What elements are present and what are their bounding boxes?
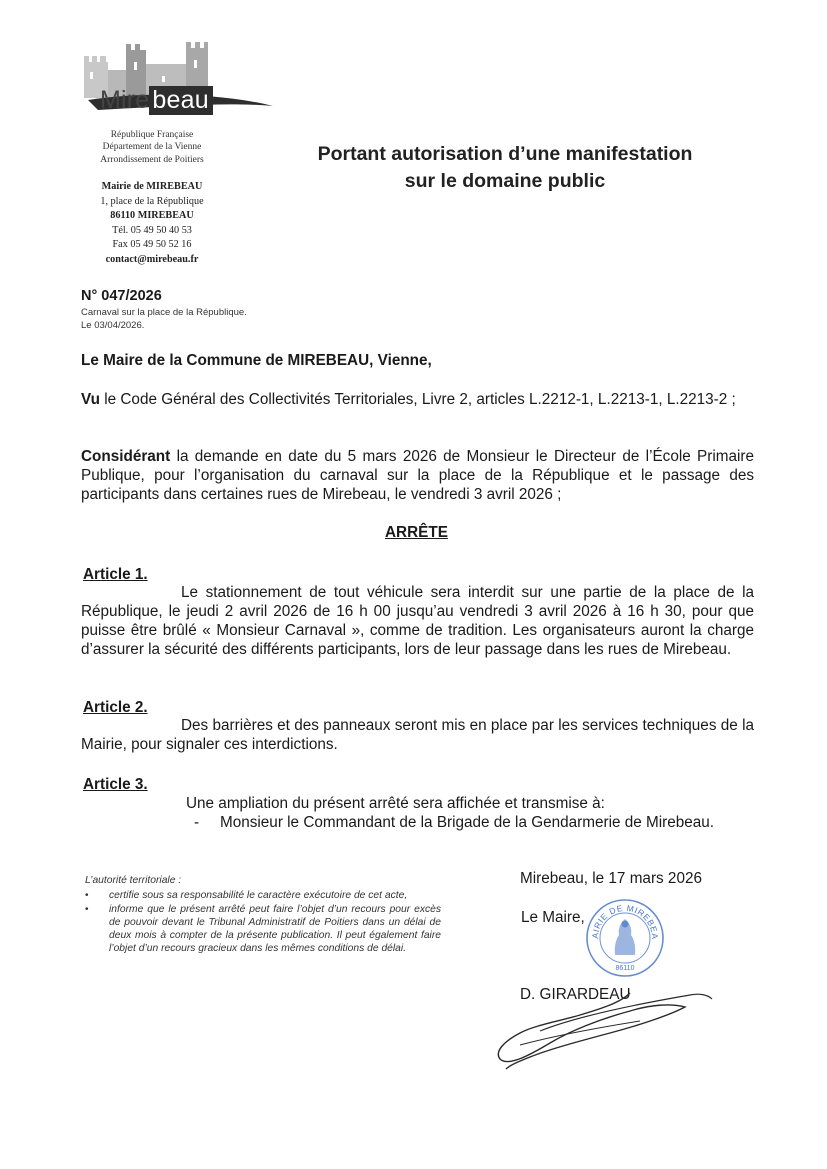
considerant-label: Considérant xyxy=(81,448,171,465)
signer-role: Le Maire, xyxy=(521,909,585,926)
considerant-text: la demande en date du 5 mars 2026 de Monsieur le Directeur de l’École Primaire Publique, pour l’organisation du carnaval sur la place de la République et le passage des participants dans certaines rues de Mirebeau, le vendredi 3 avril 2026 ; xyxy=(81,448,755,503)
fax: Fax 05 49 50 52 16 xyxy=(112,239,192,250)
title-line-2: sur le domaine public xyxy=(404,170,606,192)
mairie-contact xyxy=(70,180,234,267)
arrete-heading: ARRÊTE xyxy=(385,524,448,541)
email: contact@mirebeau.fr xyxy=(105,253,199,265)
list-dash: - xyxy=(194,814,200,831)
article-2-heading: Article 2. xyxy=(83,699,148,716)
authority-list xyxy=(85,889,441,955)
seal-text-top: AIRIE DE MIREBEA xyxy=(589,902,661,940)
considerant-paragraph xyxy=(81,447,754,504)
title-line-1: Portant autorisation d’une manifestation xyxy=(317,143,693,165)
authority-notice xyxy=(85,874,441,956)
article-2-text: Des barrières et des panneaux seront mis en place par les services techniques de la Mairie, pour signaler ces interdictions. xyxy=(81,717,754,753)
authority-item: • informe que le présent arrêté peut faire l’objet d’un recours pour excès de pouvoir devant le Tribunal Administratif de Poitiers dans un délai de deux mois à compter de la présente publication. Il peut également faire l’objet d’un recours gracieux dans les mêmes conditions de délai. xyxy=(109,903,441,955)
place-date: Mirebeau, le 17 mars 2026 xyxy=(520,870,702,887)
logo-wordmark: Mire beau xyxy=(100,86,213,115)
authority-item: • certifie sous sa responsabilité le caractère exécutoire de cet acte, xyxy=(109,889,441,902)
authority-heading: L’autorité territoriale : xyxy=(85,875,182,886)
official-seal xyxy=(584,897,666,979)
vu-paragraph xyxy=(81,390,754,409)
vu-label: Vu xyxy=(81,391,100,408)
signature-icon xyxy=(480,985,720,1075)
admin-line: Arrondissement de Poitiers xyxy=(100,154,204,165)
recipient-text: Monsieur le Commandant de la Brigade de la Gendarmerie de Mirebeau. xyxy=(220,814,715,831)
address-line: 1, place de la République xyxy=(100,195,204,207)
signer-name: D. GIRARDEAU xyxy=(520,986,631,1003)
article-1-heading: Article 1. xyxy=(83,566,148,583)
document-title xyxy=(275,141,735,195)
vu-text: le Code Général des Collectivités Territoriales, Livre 2, articles L.2212-1, L.2213-1, L.2213-2 ; xyxy=(104,391,736,408)
maire-heading: Le Maire de la Commune de MIREBEAU, Vienne, xyxy=(81,352,432,369)
postal-line: 86110 MIREBEAU xyxy=(110,210,194,221)
article-1-text: Le stationnement de tout véhicule sera interdit sur une partie de la place de la République, le jeudi 2 avril 2026 de 16 h 00 jusqu’au vendredi 3 avril 2026 à 16 h 30, pour que puisse être brûlé « Monsieur Carnaval », comme de tradition. Les organisateurs auront la charge d’assurer la sécurité des différents participants, lors de leur passage dans les rues de Mirebeau. xyxy=(81,584,754,658)
article-3-heading: Article 3. xyxy=(83,776,148,793)
handwritten-signature xyxy=(480,985,720,1075)
decree-number: N° 047/2026 xyxy=(81,288,162,304)
article-3-text: Une ampliation du présent arrêté sera affichée et transmise à: xyxy=(186,795,605,812)
phone: Tél. 05 49 50 40 53 xyxy=(112,224,192,236)
decree-date: Le 03/04/2026. xyxy=(81,320,145,331)
admin-line: Département de la Vienne xyxy=(102,142,202,153)
administrative-info xyxy=(70,129,234,166)
seal-text-bottom: 86110 xyxy=(615,965,635,972)
recipient-item xyxy=(194,814,714,832)
mairie-name: Mairie de MIREBEAU xyxy=(101,181,203,192)
seal-icon xyxy=(584,897,666,979)
decree-subject: Carnaval sur la place de la République. xyxy=(81,307,247,318)
town-logo xyxy=(78,40,278,120)
admin-line: République Française xyxy=(110,130,194,140)
